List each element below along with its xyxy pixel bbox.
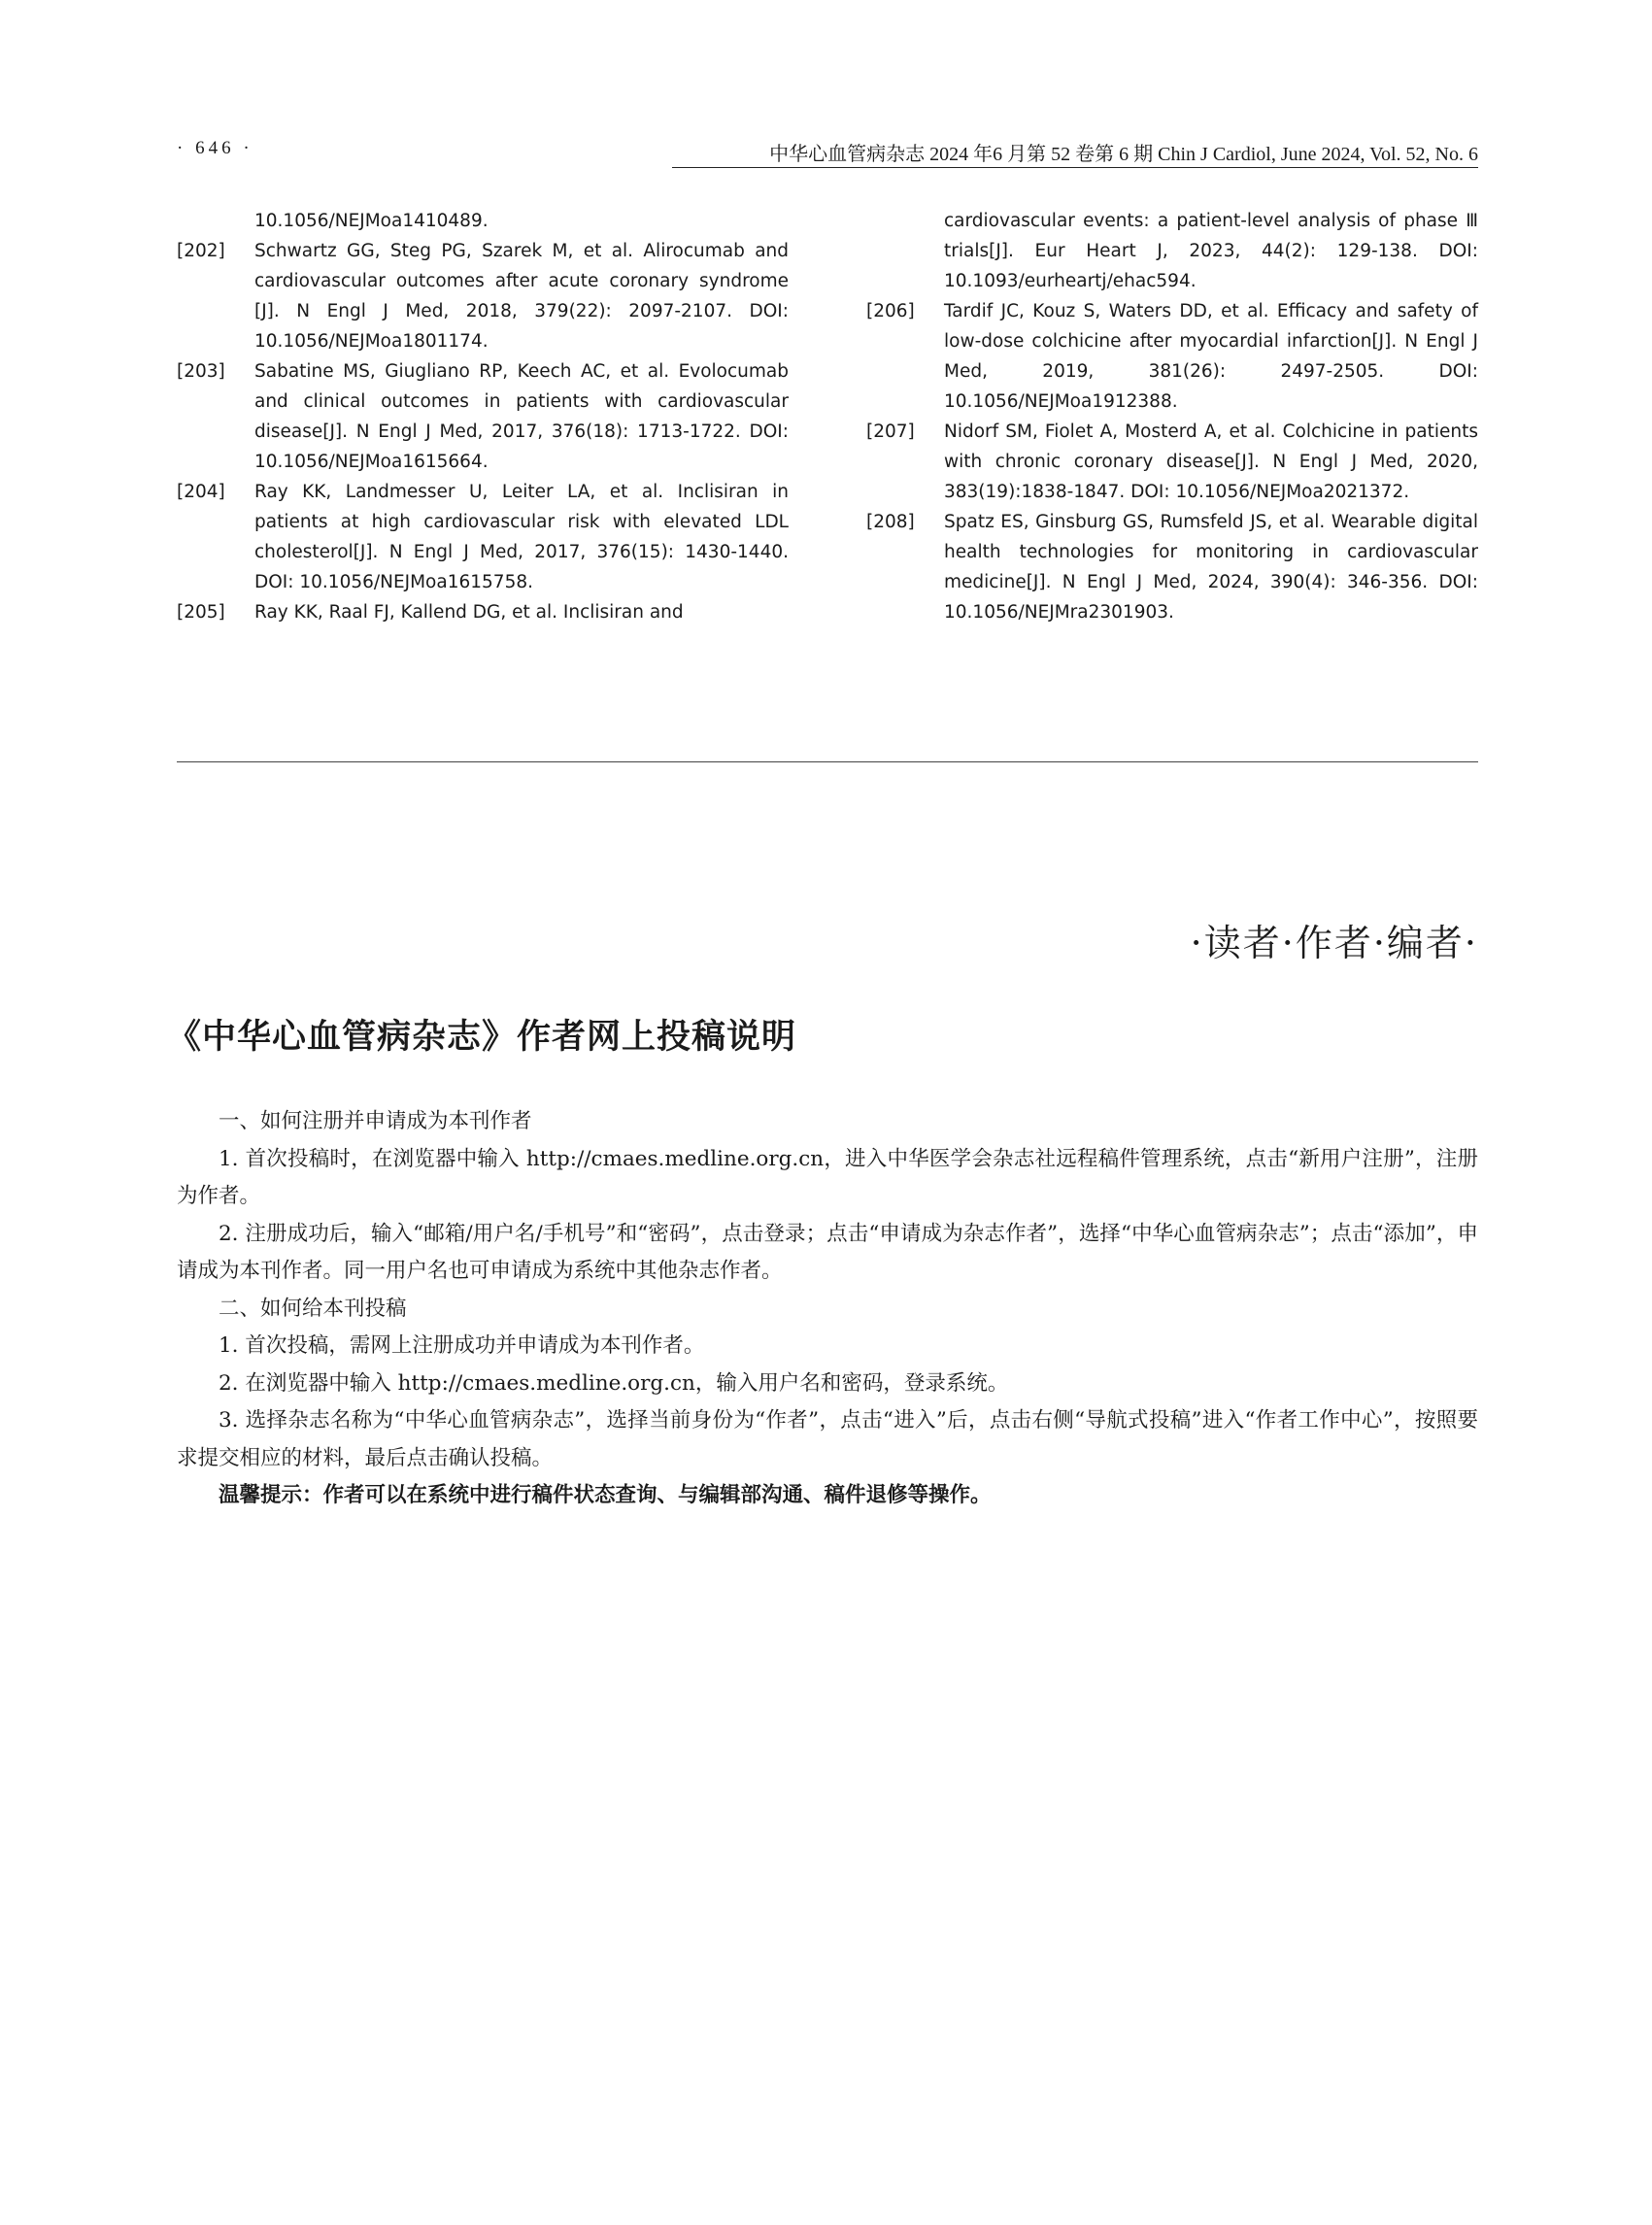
header-rule [672,167,1478,168]
reference-item [177,356,789,477]
reference-item [866,417,1478,507]
body-paragraph: 2. 注册成功后，输入“邮箱/用户名/手机号”和“密码”，点击登录；点击“申请成为杂志作者”，选择“中华心血管病杂志”；点击“添加”，申请成为本刊作者。同一用户名也可申请成为系统中其他杂志作者。 [177,1221,1478,1283]
page-number: · 646 · [177,138,253,158]
reference-number: [205] [177,602,225,623]
reference-text: Ray KK, Landmesser U, Leiter LA, et al. Inclisiran in patients at high cardiovascular risk with elevated LDL cholesterol[J]. N Engl J Med, 2017, 376(15): 1430-1440. DOI: 10.1056/NEJMoa1615758. [254,482,789,592]
reference-text: Nidorf SM, Fiolet A, Mosterd A, et al. Colchicine in patients with chronic coronary disease[J]. N Engl J Med, 2020, 383(19):1838-1847. DOI: 10.1056/NEJMoa2021372. [944,421,1478,502]
reference-text: Spatz ES, Ginsburg GS, Rumsfeld JS, et al. Wearable digital health technologies for monitoring in cardiovascular medicine[J]. N Engl J Med, 2024, 390(4): 346-356. DOI: 10.1056/NEJMra2301903. [944,512,1478,623]
reference-item [177,206,789,236]
reference-text: Tardif JC, Kouz S, Waters DD, et al. Efficacy and safety of low-dose colchicine after myocardial infarction[J]. N Engl J Med, 2019, 381(26): 2497-2505. DOI: 10.1056/NEJMoa1912388. [944,301,1478,412]
reference-list [177,206,1478,653]
reference-column-left [177,206,789,627]
reference-number: [206] [866,301,915,321]
section-tag: ·读者·作者·编者· [1190,922,1478,964]
reference-number: [208] [866,512,915,532]
section-divider [177,761,1478,762]
journal-running-head: 中华心血管病杂志 2024 年6 月第 52 卷第 6 期 Chin J Cardiol, June 2024, Vol. 52, No. 6 [769,144,1478,165]
reference-item [177,236,789,356]
reference-number: [202] [177,241,225,261]
reference-item [866,206,1478,296]
body-paragraph: 1. 首次投稿时，在浏览器中输入 http://cmaes.medline.org.cn，进入中华医学会杂志社远程稿件管理系统，点击“新用户注册”，注册为作者。 [177,1146,1478,1208]
reference-item [866,507,1478,627]
reference-number: [203] [177,361,225,382]
reference-text: cardiovascular events: a patient-level analysis of phase Ⅲ trials[J]. Eur Heart J, 2023, 44(2): 129-138. DOI: 10.1093/eurheartj/ehac594. [944,211,1478,291]
reference-item [177,597,789,627]
reference-text: 10.1056/NEJMoa1410489. [254,211,489,231]
body-paragraph: 2. 在浏览器中输入 http://cmaes.medline.org.cn，输入用户名和密码，登录系统。 [219,1370,1009,1396]
reference-item [177,477,789,597]
reference-column-right [866,206,1478,627]
article-body [177,1103,1478,1515]
reference-item [866,296,1478,417]
article-title: 《中华心血管病杂志》作者网上投稿说明 [167,1018,797,1057]
subheading: 二、如何给本刊投稿 [219,1296,407,1321]
reference-text: Sabatine MS, Giugliano RP, Keech AC, et al. Evolocumab and clinical outcomes in patients with cardiovascular disease[J]. N Engl J Med, 2017, 376(18): 1713-1722. DOI: 10.1056/NEJMoa1615664. [254,361,789,472]
body-paragraph: 3. 选择杂志名称为“中华心血管病杂志”，选择当前身份为“作者”，点击“进入”后，点击右侧“导航式投稿”进入“作者工作中心”，按照要求提交相应的材料，最后点击确认投稿。 [177,1408,1478,1470]
reference-number: [207] [866,421,915,442]
page-header [177,134,1478,173]
body-paragraph: 1. 首次投稿，需网上注册成功并申请成为本刊作者。 [219,1333,705,1358]
reference-text: Schwartz GG, Steg PG, Szarek M, et al. Alirocumab and cardiovascular outcomes after acute coronary syndrome [J]. N Engl J Med, 2018, 379(22): 2097-2107. DOI: 10.1056/NEJMoa1801174. [254,241,789,352]
tip-paragraph: 温馨提示：作者可以在系统中进行稿件状态查询、与编辑部沟通、稿件退修等操作。 [219,1483,992,1507]
reference-text: Ray KK, Raal FJ, Kallend DG, et al. Inclisiran and [254,602,684,623]
subheading: 一、如何注册并申请成为本刊作者 [219,1109,532,1133]
reference-number: [204] [177,482,225,502]
